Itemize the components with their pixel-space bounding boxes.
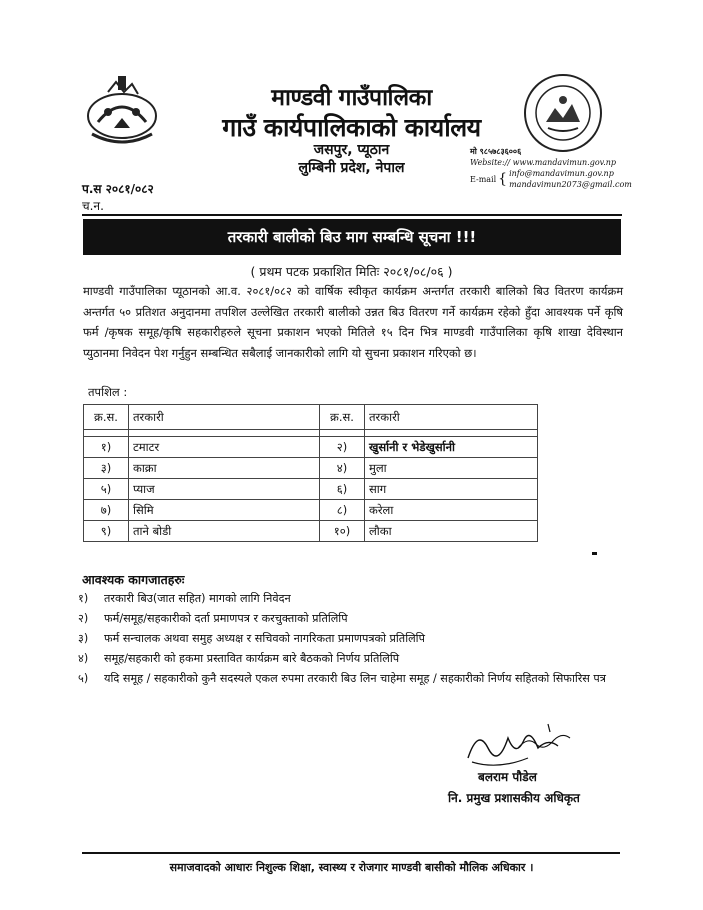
header-divider (82, 214, 622, 216)
cell-vegetable: टमाटर (129, 437, 320, 458)
item-text: फर्म/समूह/सहकारीको दर्ता प्रमाणपत्र र करचुक्ताको प्रतिलिपि (104, 612, 348, 625)
municipality-name: माण्डवी गाउँपालिका (271, 85, 432, 111)
cell-sn: ४) (320, 458, 365, 479)
list-item (78, 649, 618, 669)
email-2: mandavimun2073@gmail.com (509, 180, 632, 189)
email-label: E-mail (470, 174, 497, 184)
notice-title: तरकारी बालीको बिउ माग सम्बन्धि सूचना !!! (83, 219, 621, 255)
table-row (84, 458, 538, 479)
item-number: १) (78, 592, 89, 605)
documents-list (78, 589, 618, 689)
list-item (78, 589, 618, 609)
cell-sn: ३) (84, 458, 129, 479)
table-row (84, 500, 538, 521)
signer-name: बलराम पौडेल (478, 770, 537, 784)
phone-text: मो ९८५७८३६००६ (470, 146, 522, 156)
cell-vegetable: काक्रा (129, 458, 320, 479)
item-number: ३) (78, 632, 89, 645)
address-line-2: लुम्बिनी प्रदेश, नेपाल (298, 160, 405, 176)
cell-sn: ८) (320, 500, 365, 521)
cell-sn: ७) (84, 500, 129, 521)
email-block (470, 168, 660, 190)
cell-vegetable: सिमि (129, 500, 320, 521)
vegetable-table (83, 404, 538, 542)
item-number: २) (78, 612, 89, 625)
cell-sn: ६) (320, 479, 365, 500)
publication-date: ( प्रथम पटक प्रकाशित मितिः २०८१/०८/०६ ) (250, 264, 453, 279)
cell-sn: १) (84, 437, 129, 458)
item-text: यदि समूह / सहकारीको कुनै सदस्यले एकल रुपमा तरकारी बिउ लिन चाहेमा समूह / सहकारीको निर्णय सहितको सिफारिस पत्र (104, 672, 606, 685)
table-row (84, 479, 538, 500)
table-spacer (84, 430, 538, 437)
cell-vegetable: मुला (365, 458, 538, 479)
address-line-1: जसपुर, प्यूठान (313, 142, 390, 158)
header-sn-b: क्र.स. (320, 405, 365, 430)
cell-vegetable: ताने बोडी (129, 521, 320, 542)
header-sn-a: क्र.स. (84, 405, 129, 430)
tapasil-label: तपशिल : (88, 385, 128, 399)
cell-sn: ९) (84, 521, 129, 542)
cell-sn: २) (320, 437, 365, 458)
chalani-number: च.न. (82, 199, 104, 213)
brace-glyph: { (498, 170, 508, 187)
notice-body: माण्डवी गाउँपालिका प्यूठानको आ.व. २०८१/०८२ को वार्षिक स्वीकृत कार्यक्रम अन्तर्गत तरकारी बालिको बिउ वितरण कार्यक्रम अन्तर्गत ५० प्रतिशत अनुदानमा तपशिल उल्लेखित तरकारी बालीको उन्नत बिउ वितरण गर्ने कार्यक्रम रहेको हुँदा आवश्यक पर्ने कृषि फर्म /कृषक समूह/कृषि सहकारीहरुले सूचना प्रकाशन भएको मितिले १५ दिन भित्र माण्डवी गाउँपालिका कृषि शाखा देविस्थान प्युठानमा निवेदन पेश गर्नुहुन सम्बन्धित सबैलाई जानकारीको लागि यो सुचना प्रकाशन गरिएको छ। (83, 284, 623, 360)
cell-vegetable: प्याज (129, 479, 320, 500)
list-item (78, 609, 618, 629)
list-item (78, 669, 618, 689)
cell-vegetable: करेला (365, 500, 538, 521)
footer-divider (82, 852, 620, 854)
office-name: गाउँ कार्यपालिकाको कार्यालय (222, 113, 481, 142)
footer-motto: समाजवादको आधारः निशुल्क शिक्षा, स्वास्थ्य र रोजगार माण्डवी बासीको मौलिक अधिकार । (169, 861, 534, 874)
cell-sn: ५) (84, 479, 129, 500)
item-number: ५) (78, 672, 89, 685)
patra-sankhya: प.स २०८१/०८२ (82, 182, 154, 196)
item-text: फर्म सन्चालक अथवा समुह अध्यक्ष र सचिवको नागरिकता प्रमाणपत्रको प्रतिलिपि (104, 632, 425, 645)
cell-vegetable: खुर्सानी र भेडेखुर्सानी (365, 437, 538, 458)
signer-designation: नि. प्रमुख प्रशासकीय अधिकृत (448, 791, 580, 805)
list-item (78, 629, 618, 649)
contact-block (470, 146, 660, 190)
item-number: ४) (78, 652, 89, 665)
cell-vegetable: साग (365, 479, 538, 500)
table-row (84, 521, 538, 542)
website-text: Website:// www.mandavimun.gov.np (470, 158, 617, 167)
cell-sn: १०) (320, 521, 365, 542)
email-1: info@mandavimun.gov.np (509, 169, 614, 178)
stray-mark (592, 552, 597, 555)
header-veg-a: तरकारी (129, 405, 320, 430)
documents-heading: आवश्यक कागजातहरुः (82, 572, 185, 587)
municipality-seal-icon (522, 72, 604, 154)
cell-vegetable: लौका (365, 521, 538, 542)
table-row (84, 437, 538, 458)
item-text: समूह/सहकारी को हकमा प्रस्तावित कार्यक्रम बारे बैठकको निर्णय प्रतिलिपि (104, 652, 400, 665)
table-header-row (84, 405, 538, 430)
header-veg-b: तरकारी (365, 405, 538, 430)
item-text: तरकारी बिउ(जात सहित) मागको लागि निवेदन (104, 592, 291, 605)
